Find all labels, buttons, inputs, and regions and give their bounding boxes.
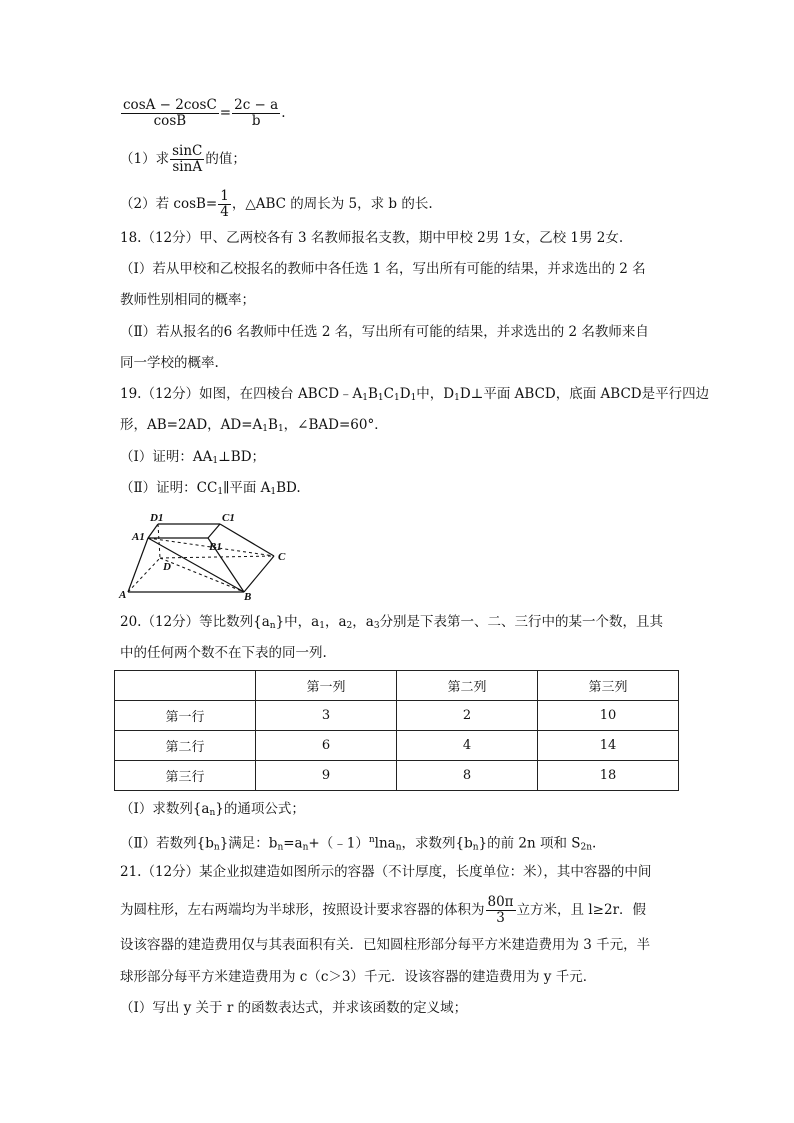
q20-part2-d: +（﹣1） (308, 835, 369, 852)
sub: 2n (580, 842, 593, 853)
edge-a-a1 (128, 538, 148, 592)
edge-a1-d1 (148, 524, 158, 538)
lhs-denominator: cosB (153, 113, 187, 129)
q21-fraction (486, 895, 516, 926)
q19-part1-a: （Ⅰ）证明：AA (120, 449, 213, 465)
sub: n (302, 842, 309, 853)
q20-part1-a: （Ⅰ）求数列{a (120, 801, 210, 817)
q20-part1 (120, 799, 305, 823)
table-cell: 3 (256, 701, 397, 731)
q19-line2-b: B (268, 417, 278, 433)
label-b1: B1 (209, 541, 222, 553)
q21-part1: （Ⅰ）写出 y 关于 r 的函数表达式，并求该函数的定义域； (120, 1000, 468, 1016)
q18-header: 18.（12分）甲、乙两校各有 3 名教师报名支教，期中甲校 2男 1女，乙校 1男 2女. (120, 230, 624, 246)
table-cell: 4 (397, 731, 538, 761)
q20-part2-f: ，求数列{b (401, 835, 473, 852)
rhs-numerator: 2c − a (234, 97, 279, 113)
label-c: C (278, 551, 286, 563)
q17-part1 (120, 144, 246, 175)
q18-part2-line2: 同一学校的概率. (120, 355, 219, 371)
q20-part2-g: }的前 2n 项和 S (478, 835, 581, 852)
q21-line1: 21.（12分）某企业拟建造如图所示的容器（不计厚度，长度单位：米），其中容器的中间 (120, 864, 652, 880)
q20-line1 (120, 612, 663, 636)
table-cell: 18 (538, 761, 679, 791)
table-row (115, 701, 679, 731)
lhs-numerator: cosA − 2cosC (123, 97, 217, 113)
edge-b1-c1 (208, 524, 220, 538)
q19-part2-b: ∥平面 A (223, 480, 271, 496)
q17-part2-fraction (218, 189, 231, 220)
edge-d-b (160, 558, 244, 592)
label-a1: A1 (132, 531, 145, 543)
sub: 1 (217, 487, 224, 497)
table-header-cell: 第二列 (397, 671, 538, 701)
sub: n (277, 842, 284, 853)
q17-part2 (120, 189, 433, 220)
q20-line1-e: 分别是下表第一、二、三行中的某一个数，且其 (379, 614, 664, 630)
q19-part1-b: ⊥BD； (218, 449, 266, 465)
q20-part2-b: }满足：b (219, 835, 278, 852)
equals-sign: = (219, 105, 232, 121)
q19-line1 (120, 384, 709, 408)
q19-part2 (120, 478, 301, 502)
sub: n (269, 621, 276, 631)
sub: 1 (270, 487, 277, 497)
sub: n (395, 842, 402, 853)
q21-line3: 设该容器的建造费用仅与其表面积有关．已知圆柱形部分每平方米建造费用为 3 千元，半 (120, 937, 651, 953)
q21-line2-b: 立方米，且 l≥2r．假 (516, 902, 647, 918)
table-cell: 8 (397, 761, 538, 791)
q20-part2 (120, 830, 596, 858)
q20-part2-e: lna (374, 835, 396, 852)
q21-line2 (120, 895, 646, 926)
table-header-cell: 第一列 (256, 671, 397, 701)
q19-line1-f: D⊥平面 ABCD，底面 ABCD是平行四边 (459, 386, 710, 402)
rhs-fraction (232, 98, 280, 129)
q19-part1 (120, 447, 265, 471)
q19-line1-b: B (368, 386, 378, 402)
frustum-figure (118, 510, 298, 600)
q20-part1-b: }的通项公式； (215, 801, 305, 817)
q19-part2-c: BD. (276, 480, 301, 496)
q17-part1-prefix: （1）求 (120, 151, 170, 167)
q20-line1-c: ，a (324, 614, 347, 630)
q21-line2-a: 为圆柱形，左右两端均为半球形，按照设计要求容器的体积为 (120, 902, 485, 918)
label-b: B (244, 591, 252, 600)
lhs-fraction (121, 98, 219, 129)
edge-c1-c (220, 524, 274, 556)
sup: n (368, 835, 375, 845)
table-cell: 第三行 (115, 761, 256, 791)
equation-line (120, 98, 286, 129)
sub: 1 (377, 393, 384, 403)
q17-part2-suffix: ，△ABC 的周长为 5，求 b 的长. (231, 196, 433, 212)
table-cell: 第二行 (115, 731, 256, 761)
q19-line1-d: D (399, 386, 411, 402)
label-c1: C1 (222, 512, 235, 524)
table-header-cell: 第三列 (538, 671, 679, 701)
table-cell: 2 (397, 701, 538, 731)
edge-b-c (244, 556, 274, 592)
table-cell: 9 (256, 761, 397, 791)
sub: n (472, 842, 479, 853)
sub: 1 (362, 393, 368, 403)
table-row (115, 731, 679, 761)
q19-line1-e: 中，D (416, 386, 455, 402)
q18-part1-line2: 教师性别相同的概率； (120, 292, 255, 308)
q19-line1-a: 19.（12分）如图，在四棱台 ABCD﹣A (120, 386, 363, 402)
sub: n (213, 842, 220, 853)
q17-part1-suffix: 的值； (205, 151, 246, 167)
q17-part2-num: 1 (220, 188, 229, 204)
q20-line1-d: ，a (352, 614, 374, 630)
q17-part2-prefix: （2）若 cosB= (120, 196, 218, 212)
sub: 1 (410, 393, 417, 403)
q17-part2-den: 4 (220, 204, 229, 220)
label-a: A (119, 589, 127, 600)
table-header-row (115, 671, 679, 701)
sub: 1 (212, 456, 219, 466)
q19-part2-a: （Ⅱ）证明：CC (120, 480, 218, 496)
equation-end: . (281, 105, 286, 121)
sub: 1 (394, 393, 400, 403)
table-cell: 10 (538, 701, 679, 731)
q20-line1-b: }中，a (275, 614, 320, 630)
q17-part1-num: sinC (172, 143, 203, 159)
q19-line2 (120, 415, 388, 439)
label-d: D (163, 561, 171, 573)
q20-part2-a: （Ⅱ）若数列{b (120, 835, 214, 852)
q21-frac-num: 80π (487, 894, 514, 910)
q18-part1-line1: （Ⅰ）若从甲校和乙校报名的教师中各任选 1 名，写出所有可能的结果，并求选出的 2 名 (120, 261, 646, 277)
q20-table (114, 670, 679, 791)
sub: 1 (319, 621, 325, 631)
label-d1: D1 (150, 512, 164, 524)
q18-part2-line1: （Ⅱ）若从报名的6 名教师中任选 2 名，写出所有可能的结果，并求选出的 2 名教师来自 (120, 324, 649, 340)
edge-a-d (128, 558, 160, 592)
sub: 2 (346, 621, 353, 631)
q19-line2-a: 形，AB=2AD，AD=A (120, 417, 263, 433)
q19-line2-c: ，∠BAD=60°． (283, 417, 388, 433)
table-header-cell (115, 671, 256, 701)
q20-part2-c: =a (283, 835, 303, 852)
edge-d1-d (158, 524, 160, 558)
table-cell: 6 (256, 731, 397, 761)
sub: 3 (373, 621, 380, 631)
q20-part2-h: . (592, 835, 597, 852)
sub: 1 (454, 393, 460, 403)
q19-line1-c: C (383, 386, 394, 402)
table-cell: 第一行 (115, 701, 256, 731)
q21-line4: 球形部分每平方米建造费用为 c（c＞3）千元．设该容器的建造费用为 y 千元． (120, 969, 597, 985)
q20-line2: 中的任何两个数不在下表的同一列. (120, 645, 327, 661)
sub: 1 (262, 424, 269, 434)
q17-part1-den: sinA (172, 159, 203, 175)
q17-part1-fraction (170, 144, 204, 175)
edge-d-c (160, 556, 274, 558)
q20-line1-a: 20.（12分）等比数列{a (120, 614, 270, 630)
q21-frac-den: 3 (496, 910, 505, 926)
sub: 1 (277, 424, 284, 434)
table-cell: 14 (538, 731, 679, 761)
rhs-denominator: b (251, 113, 261, 129)
sub: n (209, 808, 216, 818)
table-row (115, 761, 679, 791)
